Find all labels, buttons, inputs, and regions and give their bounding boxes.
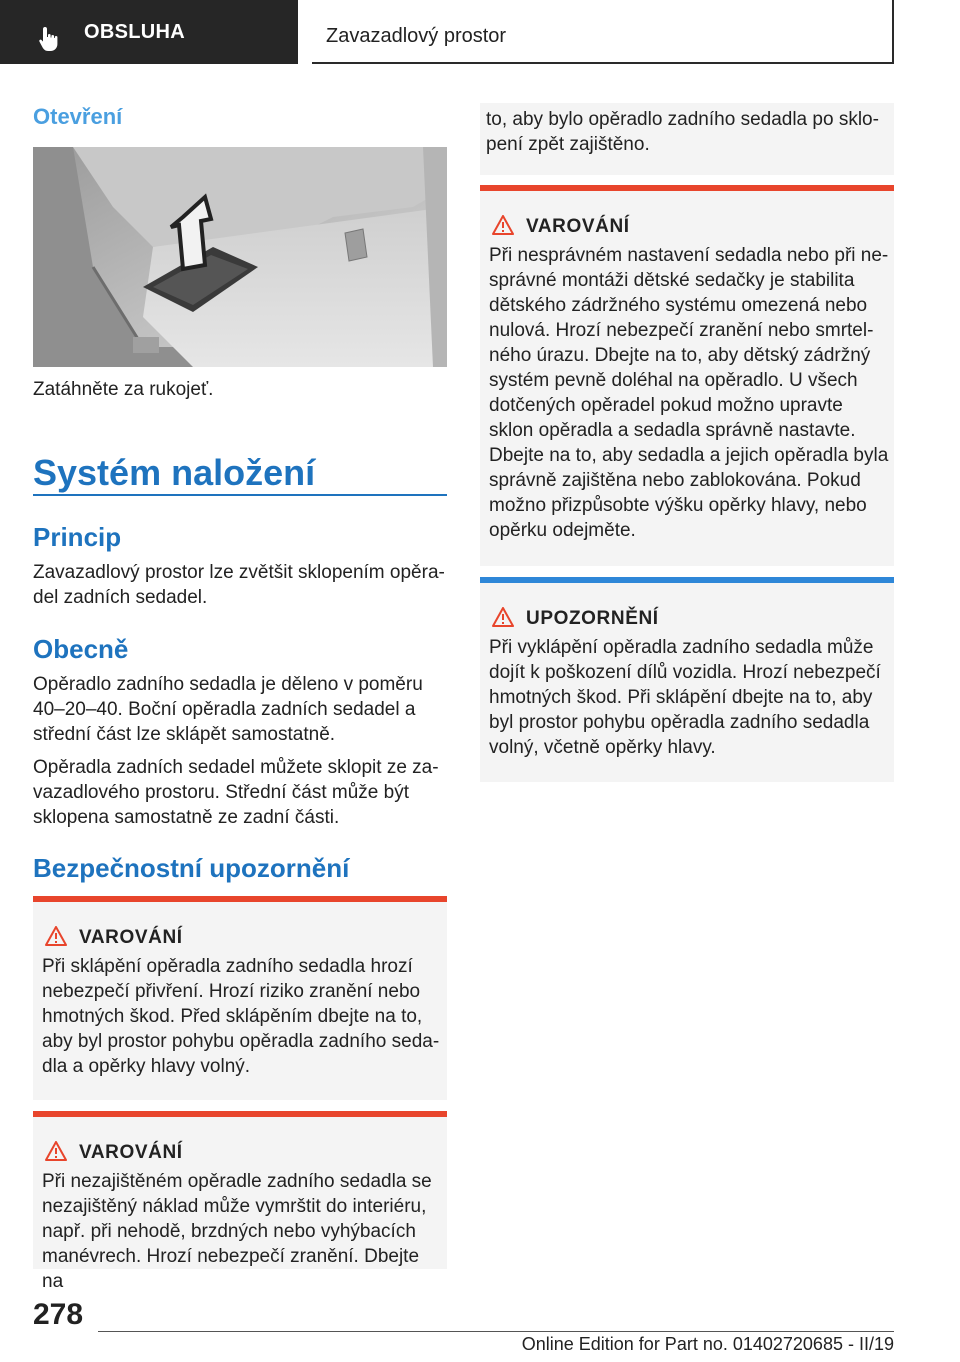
photo-caption: Zatáhněte za rukojeť. [33,379,214,400]
warning-title: VAROVÁNÍ [79,1142,183,1163]
continued-warning-box [480,103,894,175]
warning-triangle-icon [45,926,67,946]
header-chapter [312,0,894,64]
section-label: OBSLUHA [84,21,185,43]
warning-box-2 [33,1111,447,1292]
system-heading: Systém naložení [33,452,316,493]
continued-text: to, aby bylo opěradlo zadního sedadla po sklopení zpět zajištěno. [486,109,879,155]
general-text-2: Opěradla zadních sedadel můžete sklopit ze zavazadlového prostoru. Střední část může být sklopena samostatně ze zadní části. [33,757,439,828]
general-text-1: Opěradlo zadního sedadla je děleno v poměru 40–20–40. Boční opěradla zadních sedadel a střední část lze sklápět samostatně. [33,674,423,745]
hand-pointer-icon [38,26,60,52]
warning-text: Při sklápění opěradla zadního sedadla hrozí nebezpečí přivření. Hrozí riziko zranění nebo hmotných škod. Před sklápěním dbejte na to, aby byl prostor pohybu opěradla zadního sedadla a opěrky hlavy volný. [42,956,440,1077]
opening-heading: Otevření [33,104,123,129]
caution-text: Při vyklápění opěradla zadního sedadla může dojít k poškození dílů vozidla. Hrozí nebezpečí hmotných škod. Při sklápění dbejte na to, aby byl prostor pohybu opěradla zadního sedadla volný, včetně opěrky hlavy. [489,637,881,758]
warning-box-3 [480,185,894,566]
principle-text: Zavazadlový prostor lze zvětšit sklopením opěradel zadních sedadel. [33,562,445,608]
warning-title: VAROVÁNÍ [526,216,630,237]
caution-title: UPOZORNĚNÍ [526,608,659,629]
heading-rule [33,494,447,496]
warning-title: VAROVÁNÍ [79,927,183,948]
page-number: 278 [33,1298,84,1331]
warning-triangle-icon [45,1141,67,1161]
general-heading: Obecně [33,634,129,664]
warning-triangle-icon [492,215,514,235]
warning-box-1 [33,896,447,1100]
warning-text: Při nesprávném nastavení sedadla nebo při nesprávné montáži dětské sedačky je stabilita dětského zádržného systému omezená nebo nulová. Hrozí nebezpečí zranění nebo smrtelného úrazu. Dbejte na to, aby dětský zádržný systém pevně doléhal na opěradlo. U všech dotčených opěradel pokud možno upravte sklon opěradla a sedadla správně nastavte. Dbejte na to, aby sedadla a jejich opěradla byla správně zajištěna nebo zablokována. Pokud možno přizpůsobte výšku opěrky hlavy, nebo opěrku odejměte. [489,245,889,541]
caution-box [480,577,894,782]
chapter-title: Zavazadlový prostor [326,25,507,47]
footer-edition: Online Edition for Part no. 01402720685 - II/19 [521,1334,894,1354]
caution-triangle-icon [492,607,514,627]
header-section-tab [0,0,298,64]
safety-heading: Bezpečnostní upozornění [33,853,350,883]
footer-rule [98,1331,894,1332]
warning-text: Při nezajištěném opěradle zadního sedadla se nezajištěný náklad může vymrštit do interiéru, např. při nehodě, brzdných nebo vyhýbacích manévrech. Hrozí nebezpečí zranění. Dbejte na [42,1171,432,1292]
trunk-handle-photo [33,147,447,367]
principle-heading: Princip [33,522,122,552]
